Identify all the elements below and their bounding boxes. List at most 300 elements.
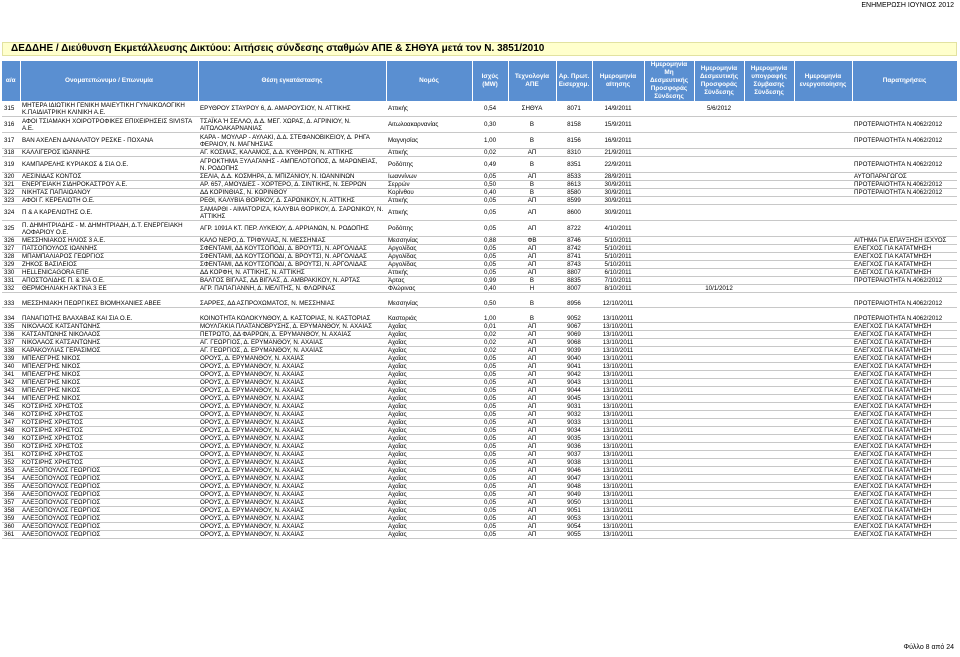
- prefecture: Αττικής: [386, 149, 472, 157]
- page-counter: Φύλλο 8 από 24: [903, 644, 954, 651]
- contract-date: [744, 363, 794, 371]
- prefecture: Αχαΐας: [386, 475, 472, 483]
- row-number: 321: [2, 181, 20, 189]
- power-mw: 0,05: [472, 261, 508, 269]
- installation-location: ΣΕΛΙΑ, Δ.Δ. ΚΟΣΜΗΡΑ, Δ. ΜΠΙΖΑΝΙΟΥ, Ν. ΙΩΑΝΝΙΝΩΝ: [198, 173, 386, 181]
- remarks: ΕΛΕΓΧΟΣ ΓΙΑ ΚΑΤΑΤΜΗΣΗ: [852, 491, 957, 499]
- row-number: 336: [2, 331, 20, 339]
- activation-date: [794, 523, 852, 531]
- contract-date: [744, 403, 794, 411]
- remarks: ΠΡΟΤΕΡΑΙΟΤΗΤΑ Ν.4062/2012: [852, 117, 957, 133]
- nonbinding-offer-date: [644, 181, 694, 189]
- application-date: 13/10/2011: [592, 507, 644, 515]
- applicant-name: ΒΑΝ ΑΧΕΛΕΝ ΔΑΝΑΛΑΤΟΥ ΡΕΣΚΕ - ΠΟΧΑΝΑ: [20, 133, 198, 149]
- prefecture: Αττικής: [386, 101, 472, 117]
- contract-date: [744, 197, 794, 205]
- protocol-number: 8613: [556, 181, 592, 189]
- activation-date: [794, 483, 852, 491]
- binding-offer-date: [694, 371, 744, 379]
- table-header-row: [2, 61, 957, 101]
- applicant-name: ΑΦΟΙ Γ. ΚΕΡΕΛΙΩΤΗ Ο.Ε.: [20, 197, 198, 205]
- protocol-number: 9039: [556, 347, 592, 355]
- applicant-name: ΑΛΕΞΟΠΟΥΛΟΣ ΓΕΩΡΓΙΟΣ: [20, 523, 198, 531]
- contract-date: [744, 427, 794, 435]
- power-mw: 0,02: [472, 149, 508, 157]
- row-number: 341: [2, 371, 20, 379]
- remarks: [852, 205, 957, 221]
- power-mw: 0,05: [472, 451, 508, 459]
- col-header-prefecture: Νομός: [386, 61, 472, 101]
- protocol-number: 9046: [556, 467, 592, 475]
- remarks: ΠΡΟΤΕΡΑΙΟΤΗΤΑ Ν.4062/2012: [852, 189, 957, 197]
- contract-date: [744, 531, 794, 539]
- prefecture: Αργολίδας: [386, 261, 472, 269]
- protocol-number: 8351: [556, 157, 592, 173]
- applicant-name: ΚΑΤΣΑΝΤΩΝΗΣ ΝΙΚΟΛΑΟΣ: [20, 331, 198, 339]
- prefecture: Κορίνθου: [386, 189, 472, 197]
- binding-offer-date: [694, 467, 744, 475]
- installation-location: ΟΡΟΥΣ, Δ. ΕΡΥΜΑΝΘΟΥ, Ν. ΑΧΑΪΑΣ: [198, 427, 386, 435]
- technology: ΑΠ: [508, 261, 556, 269]
- activation-date: [794, 149, 852, 157]
- protocol-number: 8533: [556, 173, 592, 181]
- activation-date: [794, 379, 852, 387]
- activation-date: [794, 253, 852, 261]
- activation-date: [794, 315, 852, 323]
- binding-offer-date: [694, 339, 744, 347]
- prefecture: Αχαΐας: [386, 451, 472, 459]
- protocol-number: 9054: [556, 523, 592, 531]
- row-number: 337: [2, 339, 20, 347]
- protocol-number: 9055: [556, 531, 592, 539]
- activation-date: [794, 300, 852, 308]
- technology: ΑΠ: [508, 331, 556, 339]
- activation-date: [794, 475, 852, 483]
- row-gap-cell: [2, 293, 957, 301]
- application-date: 13/10/2011: [592, 435, 644, 443]
- row-number: 327: [2, 245, 20, 253]
- activation-date: [794, 197, 852, 205]
- remarks: ΕΛΕΓΧΟΣ ΓΙΑ ΚΑΤΑΤΜΗΣΗ: [852, 355, 957, 363]
- prefecture: Αργολίδας: [386, 253, 472, 261]
- table-row: [2, 101, 957, 117]
- installation-location: ΤΣΑΪΚΑ Ή ΣΕΛΛΟ, Δ.Δ. ΜΕΓ. ΧΩΡΑΣ, Δ. ΑΓΡΙΝΙΟΥ, Ν. ΑΙΤΩΛΟΑΚΑΡΝΑΝΙΑΣ: [198, 117, 386, 133]
- application-date: 13/10/2011: [592, 483, 644, 491]
- row-number: 324: [2, 205, 20, 221]
- protocol-number: 9032: [556, 411, 592, 419]
- protocol-number: 8310: [556, 149, 592, 157]
- protocol-number: 9048: [556, 483, 592, 491]
- installation-location: ΚΑΡΑ - ΜΟΥΛΑΡ - ΑΥΛΑΚΙ, Δ.Δ. ΣΤΕΦΑΝΟΒΙΚΕΙΟΥ, Δ. ΡΗΓΑ ΦΕΡΑΙΟΥ, Ν. ΜΑΓΝΗΣΙΑΣ: [198, 133, 386, 149]
- prefecture: Αχαΐας: [386, 491, 472, 499]
- application-date: 30/9/2011: [592, 181, 644, 189]
- table-row: [2, 347, 957, 355]
- protocol-number: 9037: [556, 451, 592, 459]
- contract-date: [744, 133, 794, 149]
- prefecture: Φλώρινας: [386, 285, 472, 293]
- activation-date: [794, 237, 852, 245]
- contract-date: [744, 379, 794, 387]
- prefecture: Αχαΐας: [386, 339, 472, 347]
- contract-date: [744, 237, 794, 245]
- binding-offer-date: [694, 157, 744, 173]
- table-row: [2, 403, 957, 411]
- applicant-name: ΛΕΣΙΝΙΔΑΣ ΚΟΝΤΟΣ: [20, 173, 198, 181]
- applicant-name: ΕΝΕΡΓΕΙΑΚΗ ΣΙΔΗΡΟΚΑΣΤΡΟΥ Α.Ε.: [20, 181, 198, 189]
- row-number: 315: [2, 101, 20, 117]
- table-row: [2, 515, 957, 523]
- table-row: [2, 491, 957, 499]
- row-number: 326: [2, 237, 20, 245]
- table-row: [2, 467, 957, 475]
- contract-date: [744, 261, 794, 269]
- prefecture: Αχαΐας: [386, 483, 472, 491]
- installation-location: ΑΓΡ. 1091Α ΚΤ. ΠΕΡ. ΛΥΚΕΙΟΥ, Δ. ΑΡΡΙΑΝΩΝ, Ν. ΡΟΔΟΠΗΣ: [198, 221, 386, 237]
- row-number: 333: [2, 300, 20, 308]
- power-mw: 0,50: [472, 181, 508, 189]
- nonbinding-offer-date: [644, 355, 694, 363]
- technology: Β: [508, 300, 556, 308]
- row-number: 316: [2, 117, 20, 133]
- remarks: ΑΥΤΟΠΑΡΑΓΩΓΟΣ: [852, 173, 957, 181]
- applicant-name: ΜΠΕΛΕΓΡΗΣ ΝΙΚΟΣ: [20, 395, 198, 403]
- binding-offer-date: [694, 173, 744, 181]
- activation-date: [794, 101, 852, 117]
- row-number: 359: [2, 515, 20, 523]
- remarks: ΕΛΕΓΧΟΣ ΓΙΑ ΚΑΤΑΤΜΗΣΗ: [852, 451, 957, 459]
- nonbinding-offer-date: [644, 157, 694, 173]
- applicant-name: ΝΙΚΟΛΑΟΣ ΚΑΤΣΑΝΤΩΝΗΣ: [20, 339, 198, 347]
- row-gap: [2, 308, 957, 316]
- contract-date: [744, 173, 794, 181]
- prefecture: Αττικής: [386, 269, 472, 277]
- table-row: [2, 411, 957, 419]
- table-row: [2, 300, 957, 308]
- nonbinding-offer-date: [644, 221, 694, 237]
- remarks: ΕΛΕΓΧΟΣ ΓΙΑ ΚΑΤΑΤΜΗΣΗ: [852, 269, 957, 277]
- power-mw: 0,05: [472, 507, 508, 515]
- installation-location: ΟΡΟΥΣ, Δ. ΕΡΥΜΑΝΘΟΥ, Ν. ΑΧΑΪΑΣ: [198, 363, 386, 371]
- applicant-name: ΚΟΤΣΙΡΗΣ ΧΡΗΣΤΟΣ: [20, 443, 198, 451]
- nonbinding-offer-date: [644, 323, 694, 331]
- table-body: [2, 101, 957, 539]
- power-mw: 0,05: [472, 197, 508, 205]
- application-date: 30/9/2011: [592, 189, 644, 197]
- protocol-number: 9067: [556, 323, 592, 331]
- prefecture: Αχαΐας: [386, 379, 472, 387]
- contract-date: [744, 245, 794, 253]
- technology: ΑΠ: [508, 173, 556, 181]
- prefecture: Αχαΐας: [386, 419, 472, 427]
- prefecture: Καστοριάς: [386, 315, 472, 323]
- application-date: 13/10/2011: [592, 395, 644, 403]
- nonbinding-offer-date: [644, 315, 694, 323]
- prefecture: Σερρών: [386, 181, 472, 189]
- power-mw: 0,30: [472, 117, 508, 133]
- power-mw: 0,05: [472, 459, 508, 467]
- installation-location: ΟΡΟΥΣ, Δ. ΕΡΥΜΑΝΘΟΥ, Ν. ΑΧΑΪΑΣ: [198, 379, 386, 387]
- application-date: 13/10/2011: [592, 475, 644, 483]
- application-date: 13/10/2011: [592, 451, 644, 459]
- contract-date: [744, 515, 794, 523]
- binding-offer-date: [694, 133, 744, 149]
- nonbinding-offer-date: [644, 197, 694, 205]
- protocol-number: 8722: [556, 221, 592, 237]
- application-date: 13/10/2011: [592, 467, 644, 475]
- binding-offer-date: [694, 189, 744, 197]
- nonbinding-offer-date: [644, 531, 694, 539]
- technology: ΑΠ: [508, 523, 556, 531]
- remarks: ΕΛΕΓΧΟΣ ΓΙΑ ΚΑΤΑΤΜΗΣΗ: [852, 483, 957, 491]
- row-number: 318: [2, 149, 20, 157]
- remarks: ΠΡΟΤΕΡΑΙΟΤΗΤΑ Ν.4062/2012: [852, 133, 957, 149]
- remarks: ΕΛΕΓΧΟΣ ΓΙΑ ΚΑΤΑΤΜΗΣΗ: [852, 443, 957, 451]
- contract-date: [744, 253, 794, 261]
- activation-date: [794, 339, 852, 347]
- applicant-name: ΚΟΤΣΙΡΗΣ ΧΡΗΣΤΟΣ: [20, 435, 198, 443]
- col-header-protocol: Αρ. Πρωτ. Εισερχομ.: [556, 61, 592, 101]
- row-number: 335: [2, 323, 20, 331]
- application-date: 13/10/2011: [592, 323, 644, 331]
- binding-offer-date: [694, 253, 744, 261]
- power-mw: 0,05: [472, 491, 508, 499]
- nonbinding-offer-date: [644, 245, 694, 253]
- table-row: [2, 531, 957, 539]
- activation-date: [794, 363, 852, 371]
- remarks: [852, 221, 957, 237]
- row-number: 325: [2, 221, 20, 237]
- technology: ΣΗΘΥΑ: [508, 101, 556, 117]
- installation-location: ΟΡΟΥΣ, Δ. ΕΡΥΜΑΝΘΟΥ, Ν. ΑΧΑΪΑΣ: [198, 451, 386, 459]
- row-gap: [2, 293, 957, 301]
- application-date: 13/10/2011: [592, 371, 644, 379]
- row-number: 317: [2, 133, 20, 149]
- installation-location: ΣΑΜΑΡΘΙ - ΑΙΜΑΤΟΡΙΖΑ, ΚΑΛΥΒΙΑ ΘΟΡΙΚΟΥ, Δ. ΣΑΡΩΝΙΚΟΥ, Ν. ΑΤΤΙΚΗΣ: [198, 205, 386, 221]
- power-mw: 0,05: [472, 515, 508, 523]
- binding-offer-date: [694, 395, 744, 403]
- installation-location: ΣΦΕΝΤΑΜΙ, ΔΔ ΚΟΥΤΣΟΠΟΔΙ, Δ. ΒΡΟΥΤΣΙ, Ν. ΑΡΓΟΛΙΔΑΣ: [198, 245, 386, 253]
- application-date: 4/10/2011: [592, 221, 644, 237]
- table-row: [2, 451, 957, 459]
- power-mw: 0,05: [472, 245, 508, 253]
- table-row: [2, 189, 957, 197]
- nonbinding-offer-date: [644, 371, 694, 379]
- protocol-number: 9035: [556, 435, 592, 443]
- technology: ΑΠ: [508, 515, 556, 523]
- application-date: 16/9/2011: [592, 133, 644, 149]
- application-date: 13/10/2011: [592, 531, 644, 539]
- binding-offer-date: [694, 491, 744, 499]
- nonbinding-offer-date: [644, 403, 694, 411]
- row-number: 331: [2, 277, 20, 285]
- col-header-name: Ονοματεπώνυμο / Επωνυμία: [20, 61, 198, 101]
- contract-date: [744, 285, 794, 293]
- remarks: ΕΛΕΓΧΟΣ ΓΙΑ ΚΑΤΑΤΜΗΣΗ: [852, 411, 957, 419]
- row-number: 342: [2, 379, 20, 387]
- application-date: 7/10/2011: [592, 277, 644, 285]
- row-number: 334: [2, 315, 20, 323]
- technology: ΑΠ: [508, 379, 556, 387]
- remarks: [852, 149, 957, 157]
- power-mw: 1,00: [472, 315, 508, 323]
- technology: Β: [508, 133, 556, 149]
- remarks: ΕΛΕΓΧΟΣ ΓΙΑ ΚΑΤΑΤΜΗΣΗ: [852, 395, 957, 403]
- protocol-number: 9034: [556, 427, 592, 435]
- binding-offer-date: [694, 515, 744, 523]
- row-number: 328: [2, 253, 20, 261]
- contract-date: [744, 149, 794, 157]
- prefecture: Αττικής: [386, 197, 472, 205]
- remarks: [852, 285, 957, 293]
- binding-offer-date: [694, 355, 744, 363]
- binding-offer-date: [694, 483, 744, 491]
- table-row: [2, 133, 957, 149]
- power-mw: 0,05: [472, 475, 508, 483]
- col-header-binding-offer-date: Ημερομηνία Δεσμευτικής Προσφοράς Σύνδεσης: [694, 61, 744, 101]
- nonbinding-offer-date: [644, 451, 694, 459]
- power-mw: 1,00: [472, 133, 508, 149]
- protocol-number: 8071: [556, 101, 592, 117]
- row-number: 350: [2, 443, 20, 451]
- application-date: 8/10/2011: [592, 285, 644, 293]
- applicant-name: ΜΠΑΜΠΑΛΙΑΡΟΣ ΓΕΩΡΓΙΟΣ: [20, 253, 198, 261]
- application-date: 5/10/2011: [592, 261, 644, 269]
- binding-offer-date: [694, 419, 744, 427]
- technology: Β: [508, 181, 556, 189]
- contract-date: [744, 347, 794, 355]
- applicant-name: ΑΦΟΙ ΤΣΙΑΜΑΚΗ ΧΟΙΡΟΤΡΟΦΙΚΕΣ ΕΠΙΧΕΙΡΗΣΕΙΣ SIVISTA Α.Ε.: [20, 117, 198, 133]
- contract-date: [744, 443, 794, 451]
- row-number: 358: [2, 507, 20, 515]
- applicant-name: ΚΑΡΑΚΟΥΛΙΑΣ ΓΕΡΑΣΙΜΟΣ: [20, 347, 198, 355]
- protocol-number: 9044: [556, 387, 592, 395]
- nonbinding-offer-date: [644, 443, 694, 451]
- application-date: 13/10/2011: [592, 491, 644, 499]
- application-date: 13/10/2011: [592, 411, 644, 419]
- power-mw: 0,05: [472, 379, 508, 387]
- protocol-number: 8599: [556, 197, 592, 205]
- row-number: 352: [2, 459, 20, 467]
- col-header-remarks: Παρατηρήσεις: [852, 61, 957, 101]
- activation-date: [794, 277, 852, 285]
- remarks: ΠΡΟΤΕΡΑΙΟΤΗΤΑ Ν.4062/2012: [852, 277, 957, 285]
- technology: ΑΠ: [508, 205, 556, 221]
- activation-date: [794, 467, 852, 475]
- binding-offer-date: [694, 237, 744, 245]
- nonbinding-offer-date: [644, 427, 694, 435]
- contract-date: [744, 101, 794, 117]
- technology: ΑΠ: [508, 499, 556, 507]
- nonbinding-offer-date: [644, 277, 694, 285]
- installation-location: ΟΡΟΥΣ, Δ. ΕΡΥΜΑΝΘΟΥ, Ν. ΑΧΑΪΑΣ: [198, 467, 386, 475]
- installation-location: ΟΡΟΥΣ, Δ. ΕΡΥΜΑΝΘΟΥ, Ν. ΑΧΑΪΑΣ: [198, 523, 386, 531]
- binding-offer-date: 5/6/2012: [694, 101, 744, 117]
- col-header-application-date: Ημερομηνία αίτησης: [592, 61, 644, 101]
- remarks: ΕΛΕΓΧΟΣ ΓΙΑ ΚΑΤΑΤΜΗΣΗ: [852, 379, 957, 387]
- remarks: ΕΛΕΓΧΟΣ ΓΙΑ ΚΑΤΑΤΜΗΣΗ: [852, 363, 957, 371]
- contract-date: [744, 269, 794, 277]
- nonbinding-offer-date: [644, 515, 694, 523]
- contract-date: [744, 451, 794, 459]
- protocol-number: 8807: [556, 269, 592, 277]
- remarks: ΠΡΟΤΕΡΑΙΟΤΗΤΑ Ν.4062/2012: [852, 181, 957, 189]
- table-row: [2, 149, 957, 157]
- applicant-name: ΖΗΚΟΣ ΒΑΣΙΛΕΙΟΣ: [20, 261, 198, 269]
- protocol-number: 9049: [556, 491, 592, 499]
- contract-date: [744, 323, 794, 331]
- power-mw: 0,05: [472, 443, 508, 451]
- remarks: ΕΛΕΓΧΟΣ ΓΙΑ ΚΑΤΑΤΜΗΣΗ: [852, 475, 957, 483]
- binding-offer-date: [694, 523, 744, 531]
- table-row: [2, 419, 957, 427]
- applicant-name: ΑΛΕΞΟΠΟΥΛΟΣ ΓΕΩΡΓΙΟΣ: [20, 491, 198, 499]
- applicant-name: ΑΛΕΞΟΠΟΥΛΟΣ ΓΕΩΡΓΙΟΣ: [20, 483, 198, 491]
- application-date: 13/10/2011: [592, 459, 644, 467]
- power-mw: 0,01: [472, 323, 508, 331]
- application-date: 21/9/2011: [592, 149, 644, 157]
- application-date: 13/10/2011: [592, 339, 644, 347]
- nonbinding-offer-date: [644, 507, 694, 515]
- prefecture: Ιωαννίνων: [386, 173, 472, 181]
- technology: ΑΠ: [508, 245, 556, 253]
- prefecture: Αχαΐας: [386, 411, 472, 419]
- table-row: [2, 205, 957, 221]
- prefecture: Αχαΐας: [386, 363, 472, 371]
- activation-date: [794, 443, 852, 451]
- power-mw: 0,05: [472, 531, 508, 539]
- nonbinding-offer-date: [644, 411, 694, 419]
- applicant-name: ΜΗΤΕΡΑ ΙΔΙΩΤΙΚΗ ΓΕΝΙΚΗ ΜΑΙΕΥΤΙΚΗ ΓΥΝΑΙΚΟΛΟΓΙΚΗ Κ.ΠΑΙΔΙΑΤΡΙΚΗ ΚΛΙΝΙΚΗ Α.Ε.: [20, 101, 198, 117]
- table-row: [2, 277, 957, 285]
- power-mw: 0,02: [472, 339, 508, 347]
- row-number: 355: [2, 483, 20, 491]
- nonbinding-offer-date: [644, 253, 694, 261]
- power-mw: 0,40: [472, 285, 508, 293]
- technology: ΑΠ: [508, 269, 556, 277]
- row-number: 345: [2, 403, 20, 411]
- technology: Β: [508, 117, 556, 133]
- activation-date: [794, 173, 852, 181]
- nonbinding-offer-date: [644, 261, 694, 269]
- applicant-name: ΜΠΕΛΕΓΡΗΣ ΝΙΚΟΣ: [20, 371, 198, 379]
- contract-date: [744, 371, 794, 379]
- activation-date: [794, 419, 852, 427]
- technology: ΑΠ: [508, 323, 556, 331]
- protocol-number: 9047: [556, 475, 592, 483]
- binding-offer-date: [694, 347, 744, 355]
- remarks: ΕΛΕΓΧΟΣ ΓΙΑ ΚΑΤΑΤΜΗΣΗ: [852, 419, 957, 427]
- binding-offer-date: [694, 181, 744, 189]
- activation-date: [794, 285, 852, 293]
- update-date-label: ΕΝΗΜΕΡΩΣΗ ΙΟΥΝΙΟΣ 2012: [861, 2, 954, 9]
- applicant-name: Π & Α ΚΑΡΕΛΙΩΤΗΣ Ο.Ε.: [20, 205, 198, 221]
- binding-offer-date: [694, 261, 744, 269]
- application-date: 5/10/2011: [592, 237, 644, 245]
- activation-date: [794, 323, 852, 331]
- binding-offer-date: [694, 117, 744, 133]
- row-number: 361: [2, 531, 20, 539]
- activation-date: [794, 387, 852, 395]
- application-date: 15/9/2011: [592, 117, 644, 133]
- applicant-name: ΚΟΤΣΙΡΗΣ ΧΡΗΣΤΟΣ: [20, 411, 198, 419]
- technology: ΑΠ: [508, 483, 556, 491]
- applicant-name: ΑΛΕΞΟΠΟΥΛΟΣ ΓΕΩΡΓΙΟΣ: [20, 475, 198, 483]
- contract-date: [744, 117, 794, 133]
- remarks: ΕΛΕΓΧΟΣ ΓΙΑ ΚΑΤΑΤΜΗΣΗ: [852, 347, 957, 355]
- table-row: [2, 443, 957, 451]
- table-row: [2, 499, 957, 507]
- binding-offer-date: [694, 205, 744, 221]
